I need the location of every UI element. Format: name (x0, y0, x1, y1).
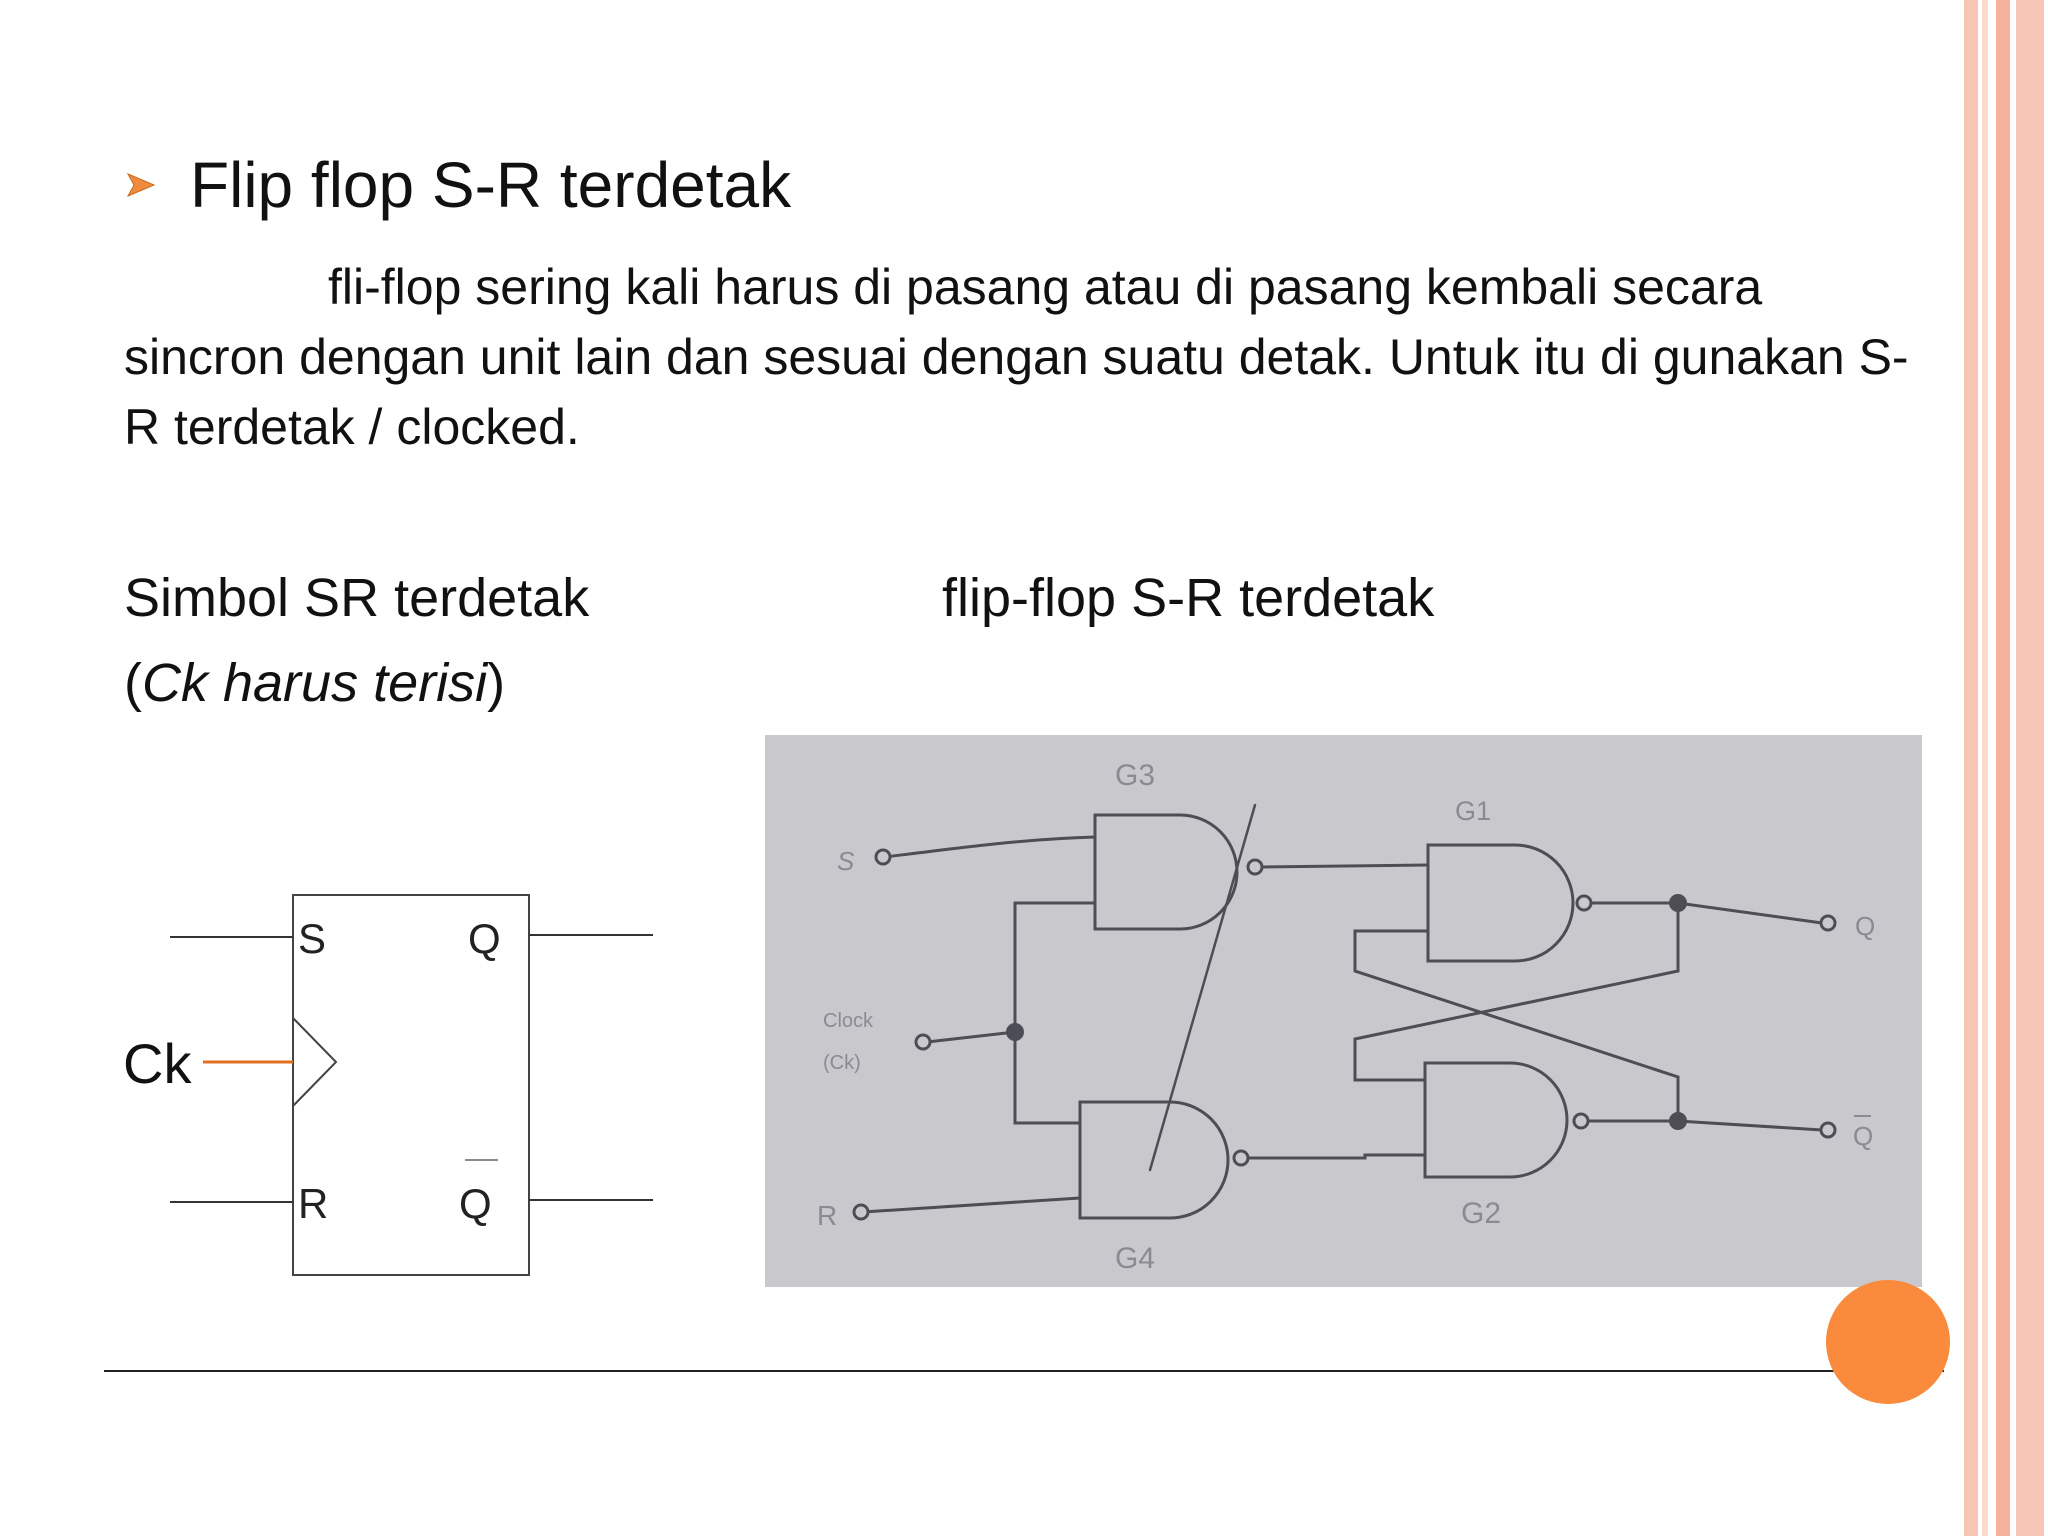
slide-border-stripes (1960, 0, 2048, 1536)
clock-junction-dot (1006, 1023, 1024, 1041)
slide-title: Flip flop S-R terdetak (190, 149, 792, 221)
paragraph-rest: secara sincron dengan unit lain dan sesuai dengan suatu detak. Untuk itu di gunakan S-R terdetak / clocked. (124, 259, 1909, 455)
clock-terminal-icon (916, 1035, 930, 1049)
symbol-caption-note-italic: Ck harus terisi (141, 653, 488, 713)
circuit-g3-label: G3 (1115, 759, 1156, 792)
circuit-g1-label: G1 (1455, 796, 1492, 826)
circuit-r-label: R (817, 1200, 838, 1231)
q-terminal-icon (1821, 916, 1835, 930)
circuit-g2-label: G2 (1461, 1197, 1502, 1230)
circuit-s-label: S (837, 846, 855, 876)
circuit-q-label: Q (1855, 911, 1876, 941)
bottom-divider (104, 1370, 1944, 1372)
wire-g3-to-g1 (1262, 865, 1428, 867)
symbol-q-bar-label: Q (459, 1180, 492, 1227)
orange-circle-decoration (1826, 1280, 1950, 1404)
symbol-caption: Simbol SR terdetak (124, 568, 590, 628)
photo-background (765, 735, 1922, 1287)
circuit-clock-label: Clock (823, 1010, 874, 1032)
symbol-r-label: R (298, 1180, 329, 1227)
q-bar-terminal-icon (1821, 1123, 1835, 1137)
sr-flipflop-circuit-photo (765, 735, 1922, 1287)
circuit-caption: flip-flop S-R terdetak (942, 568, 1435, 628)
arrow-bullet-icon (122, 166, 160, 204)
s-terminal-icon (876, 850, 890, 864)
title-row (122, 140, 791, 230)
r-terminal-icon (854, 1205, 868, 1219)
body-paragraph (124, 252, 1914, 462)
symbol-caption-note: (Ck harus terisi) (124, 653, 506, 713)
symbol-clock-label: Ck (123, 1032, 192, 1095)
symbol-s-label: S (298, 915, 327, 962)
sr-flipflop-symbol (120, 880, 680, 1300)
paragraph-first-line: fli-flop sering kali harus di pasang atau di pasang kembali (328, 259, 1599, 315)
circuit-ck-label: (Ck) (823, 1052, 861, 1074)
q-junction-dot (1669, 894, 1687, 912)
circuit-g4-label: G4 (1115, 1242, 1156, 1275)
clock-triangle-icon (293, 1018, 336, 1106)
circuit-q-bar-label: Q (1853, 1121, 1874, 1151)
q-bar-junction-dot (1669, 1112, 1687, 1130)
symbol-q-label: Q (468, 915, 501, 962)
